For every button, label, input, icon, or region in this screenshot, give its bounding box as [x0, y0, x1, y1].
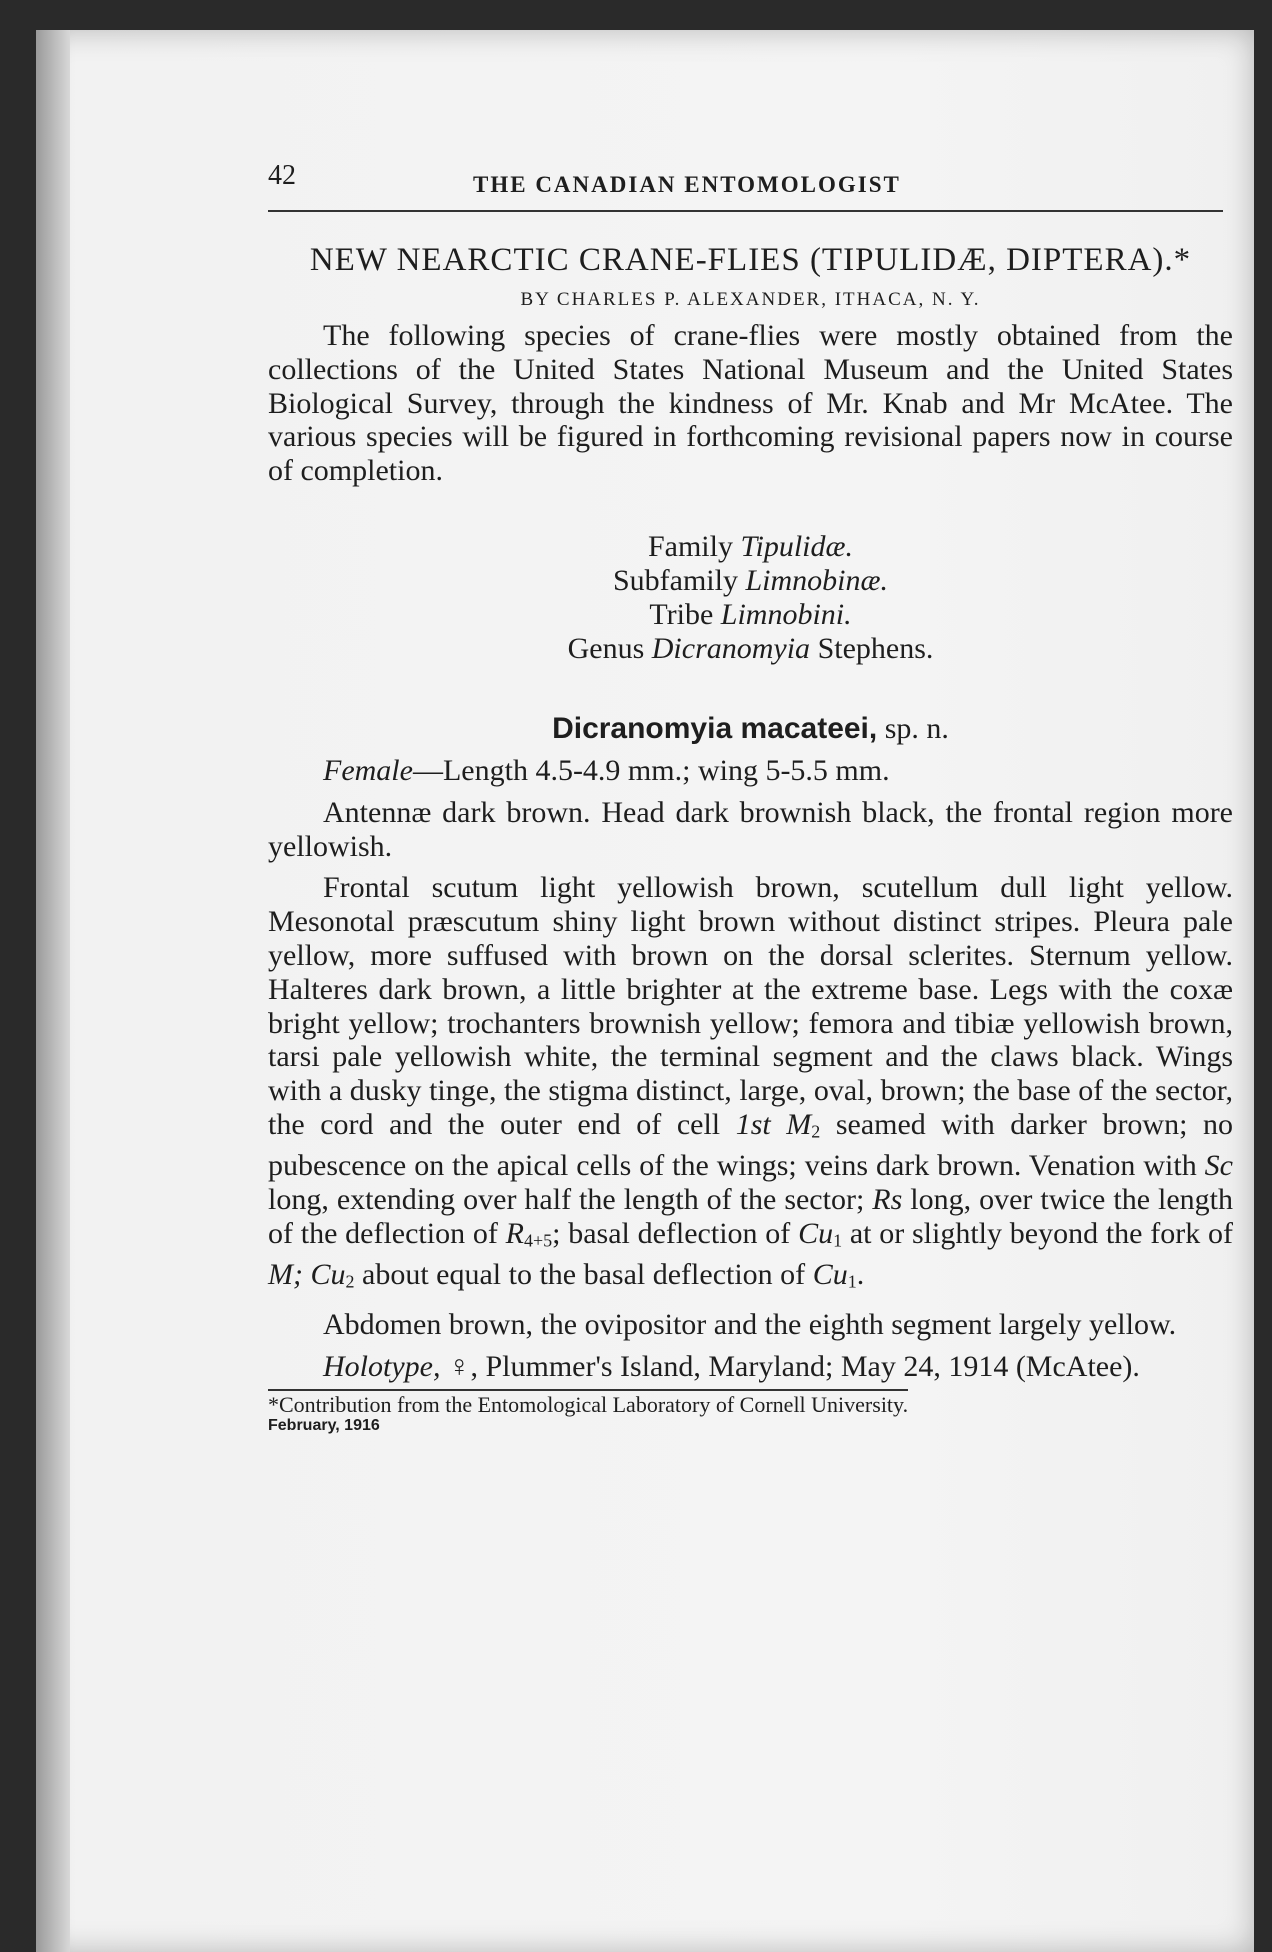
genus-line: Genus Dicranomyia Stephens. [567, 631, 934, 665]
page-number: 42 [268, 160, 296, 191]
thorax-description: Frontal scutum light yellowish brown, scutellum dull light yellow. Mesonotal præscutum shiny light brown without distinct stripes. Pleura pale yellow, more suffused with brown on the dorsal sclerites. Sternum yellow. Halteres dark brown, a little brighter at the extreme base. Legs with the coxæ bright yellow; trochanters brownish yellow; femora and tibiæ yellowish brown, tarsi pale yellowish white, the terminal segment and the claws black. Wings with a dusky tinge, the stigma distinct, large, oval, brown; the base of the sector, the cord and the outer end of cell 1st $M_2$ seamed with darker brown; no pubescence on the apical cells of the wings; veins dark brown. Venation with Sc long, extending over half the length of the sector; Rs long, over twice the length of the deflection of $R_{4+5}$; basal deflection of $Cu_1$ at or slightly beyond the fork of M; $Cu_2$ about equal to the basal deflection of $Cu_1$. [268, 871, 1234, 1292]
taxonomy-block [268, 530, 1233, 666]
author-byline: BY CHARLES P. ALEXANDER, ITHACA, N. Y. [520, 289, 981, 310]
footnote: *Contribution from the Entomological Laboratory of Cornell University. [268, 1392, 909, 1418]
measurements-paragraph: Female—Length 4.5-4.9 mm.; wing 5-5.5 mm. [323, 753, 890, 787]
article-title: NEW NEARCTIC CRANE-FLIES (TIPULIDÆ, DIPTERA).* [309, 242, 1192, 278]
holotype-paragraph: Holotype, ♀, Plummer's Island, Maryland; May 24, 1914 (McAtee). [323, 1349, 1140, 1383]
page-content [268, 160, 1233, 1435]
issue-date: February, 1916 [268, 1417, 380, 1435]
tribe-line: Tribe Limnobini. [649, 597, 852, 631]
species-name: Dicranomyia macateei, [552, 711, 878, 745]
family-line: Family Tipulidæ. [647, 529, 854, 563]
species-heading [268, 712, 1233, 746]
running-head [268, 160, 1223, 212]
intro-paragraph: The following species of crane-flies were mostly obtained from the collections of the United States National Museum and the United States Biological Survey, through the kindness of Mr. Knab and Mr McAtee. The various species will be figured in forthcoming revisional papers now in course of completion. [268, 319, 1233, 488]
book-page [36, 30, 1254, 1952]
page-gutter [36, 30, 70, 1952]
head-description: Antennæ dark brown. Head dark brownish black, the frontal region more yellowish. [268, 795, 1233, 863]
footnote-rule [268, 1389, 908, 1391]
journal-title: THE CANADIAN ENTOMOLOGIST [473, 172, 901, 197]
subfamily-line: Subfamily Limnobinæ. [612, 563, 889, 597]
species-status: sp. n. [884, 711, 949, 745]
abdomen-description: Abdomen brown, the ovipositor and the eighth segment largely yellow. [323, 1307, 1177, 1341]
